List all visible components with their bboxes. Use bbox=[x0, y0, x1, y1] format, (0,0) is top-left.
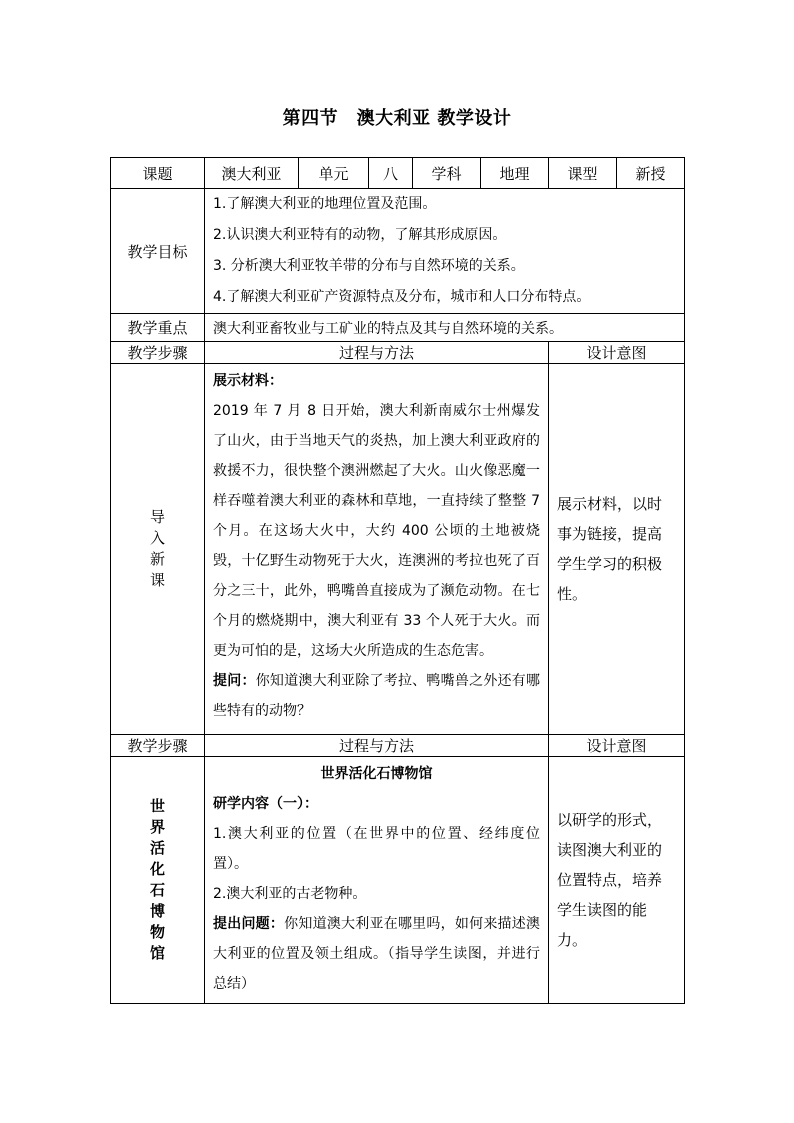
step-char: 世 bbox=[149, 797, 165, 815]
intro-process bbox=[205, 364, 549, 735]
step-char: 物 bbox=[149, 923, 165, 941]
lesson-plan-table bbox=[110, 157, 685, 1004]
step-char: 界 bbox=[149, 818, 165, 836]
museum-intent: 以研学的形式，读图澳大利亚的位置特点，培养学生读图的能力。 bbox=[549, 757, 685, 1004]
objective-item: 2.认识澳大利亚特有的动物，了解其形成原因。 bbox=[213, 227, 507, 243]
step-char: 课 bbox=[149, 571, 165, 589]
intro-step-label bbox=[111, 364, 205, 735]
research-item: 2.澳大利亚的古老物种。 bbox=[213, 886, 367, 902]
process-header: 过程与方法 bbox=[205, 342, 549, 364]
step-char: 化 bbox=[149, 860, 165, 878]
material-label: 展示材料： bbox=[213, 373, 283, 389]
intro-question bbox=[213, 666, 540, 726]
step-char: 活 bbox=[149, 839, 165, 857]
intent-header: 设计意图 bbox=[549, 342, 685, 364]
key-points-value: 澳大利亚畜牧业与工矿业的特点及其与自然环境的关系。 bbox=[205, 314, 685, 342]
step-char: 石 bbox=[149, 881, 165, 899]
museum-step-label bbox=[111, 757, 205, 1004]
objective-item: 4.了解澳大利亚矿产资源特点及分布，城市和人口分布特点。 bbox=[213, 289, 591, 305]
question-text: 你知道澳大利亚在哪里吗，如何来描述澳大利亚的位置及领土组成。（指导学生读图，并进行总结） bbox=[213, 916, 541, 992]
steps-header: 教学步骤 bbox=[111, 342, 205, 364]
type-label: 课型 bbox=[549, 158, 617, 189]
type-value: 新授 bbox=[617, 158, 685, 189]
museum-question bbox=[213, 909, 540, 999]
museum-process bbox=[205, 757, 549, 1004]
unit-label: 单元 bbox=[299, 158, 369, 189]
step-char: 导 bbox=[149, 508, 165, 526]
step-char: 博 bbox=[149, 902, 165, 920]
key-points-row bbox=[111, 314, 685, 342]
intro-intent: 展示材料，以时事为链接，提高学生学习的积极性。 bbox=[549, 364, 685, 735]
header-row bbox=[111, 158, 685, 189]
objective-item: 3. 分析澳大利亚牧羊带的分布与自然环境的关系。 bbox=[213, 258, 525, 274]
section-header-row bbox=[111, 342, 685, 364]
key-points-label: 教学重点 bbox=[111, 314, 205, 342]
objectives-row bbox=[111, 189, 685, 314]
museum-subtitle: 世界活化石博物馆 bbox=[320, 766, 433, 782]
objective-item: 1.了解澳大利亚的地理位置及范围。 bbox=[213, 196, 437, 212]
topic-label: 课题 bbox=[111, 158, 205, 189]
research-label: 研学内容（一）： bbox=[213, 796, 318, 812]
section-header-row-2 bbox=[111, 735, 685, 757]
museum-row bbox=[111, 757, 685, 1004]
question-label: 提出问题： bbox=[213, 916, 285, 932]
material-text: 2019 年 7 月 8 日开始，澳大利新南威尔士州爆发了山火，由于当地天气的炎热，加上澳大利亚政府的救援不力，很快整个澳洲燃起了大火。山火像恶魔一样吞噬着澳大利亚的森林和草地，一直持续了整整 7 个月。在这场大火中，大约 400 公顷的土地被烧毁，十亿野生动物死于大火，连澳洲的考拉也死了百分之三十，此外，鸭嘴兽直接成为了濒危动物。在七个月的燃烧期中，澳大利亚有 33 个人死于大火。而更为可怕的是，这场大火所造成的生态危害。 bbox=[213, 403, 540, 659]
step-char: 馆 bbox=[149, 944, 165, 962]
objectives-label: 教学目标 bbox=[111, 189, 205, 314]
step-char: 入 bbox=[149, 529, 165, 547]
question-label: 提问： bbox=[213, 673, 256, 689]
steps-header: 教学步骤 bbox=[111, 735, 205, 757]
document-title: 第四节 澳大利亚 教学设计 bbox=[282, 108, 512, 129]
subject-value: 地理 bbox=[481, 158, 549, 189]
step-char: 新 bbox=[149, 550, 165, 568]
unit-value: 八 bbox=[369, 158, 413, 189]
intro-row bbox=[111, 364, 685, 735]
objectives-list bbox=[205, 189, 685, 314]
intent-header: 设计意图 bbox=[549, 735, 685, 757]
question-text: 你知道澳大利亚除了考拉、鸭嘴兽之外还有哪些特有的动物？ bbox=[213, 673, 541, 719]
topic-value: 澳大利亚 bbox=[205, 158, 299, 189]
research-item: 1.澳大利亚的位置（在世界中的位置、经纬度位置）。 bbox=[213, 826, 540, 872]
process-header: 过程与方法 bbox=[205, 735, 549, 757]
subject-label: 学科 bbox=[413, 158, 481, 189]
